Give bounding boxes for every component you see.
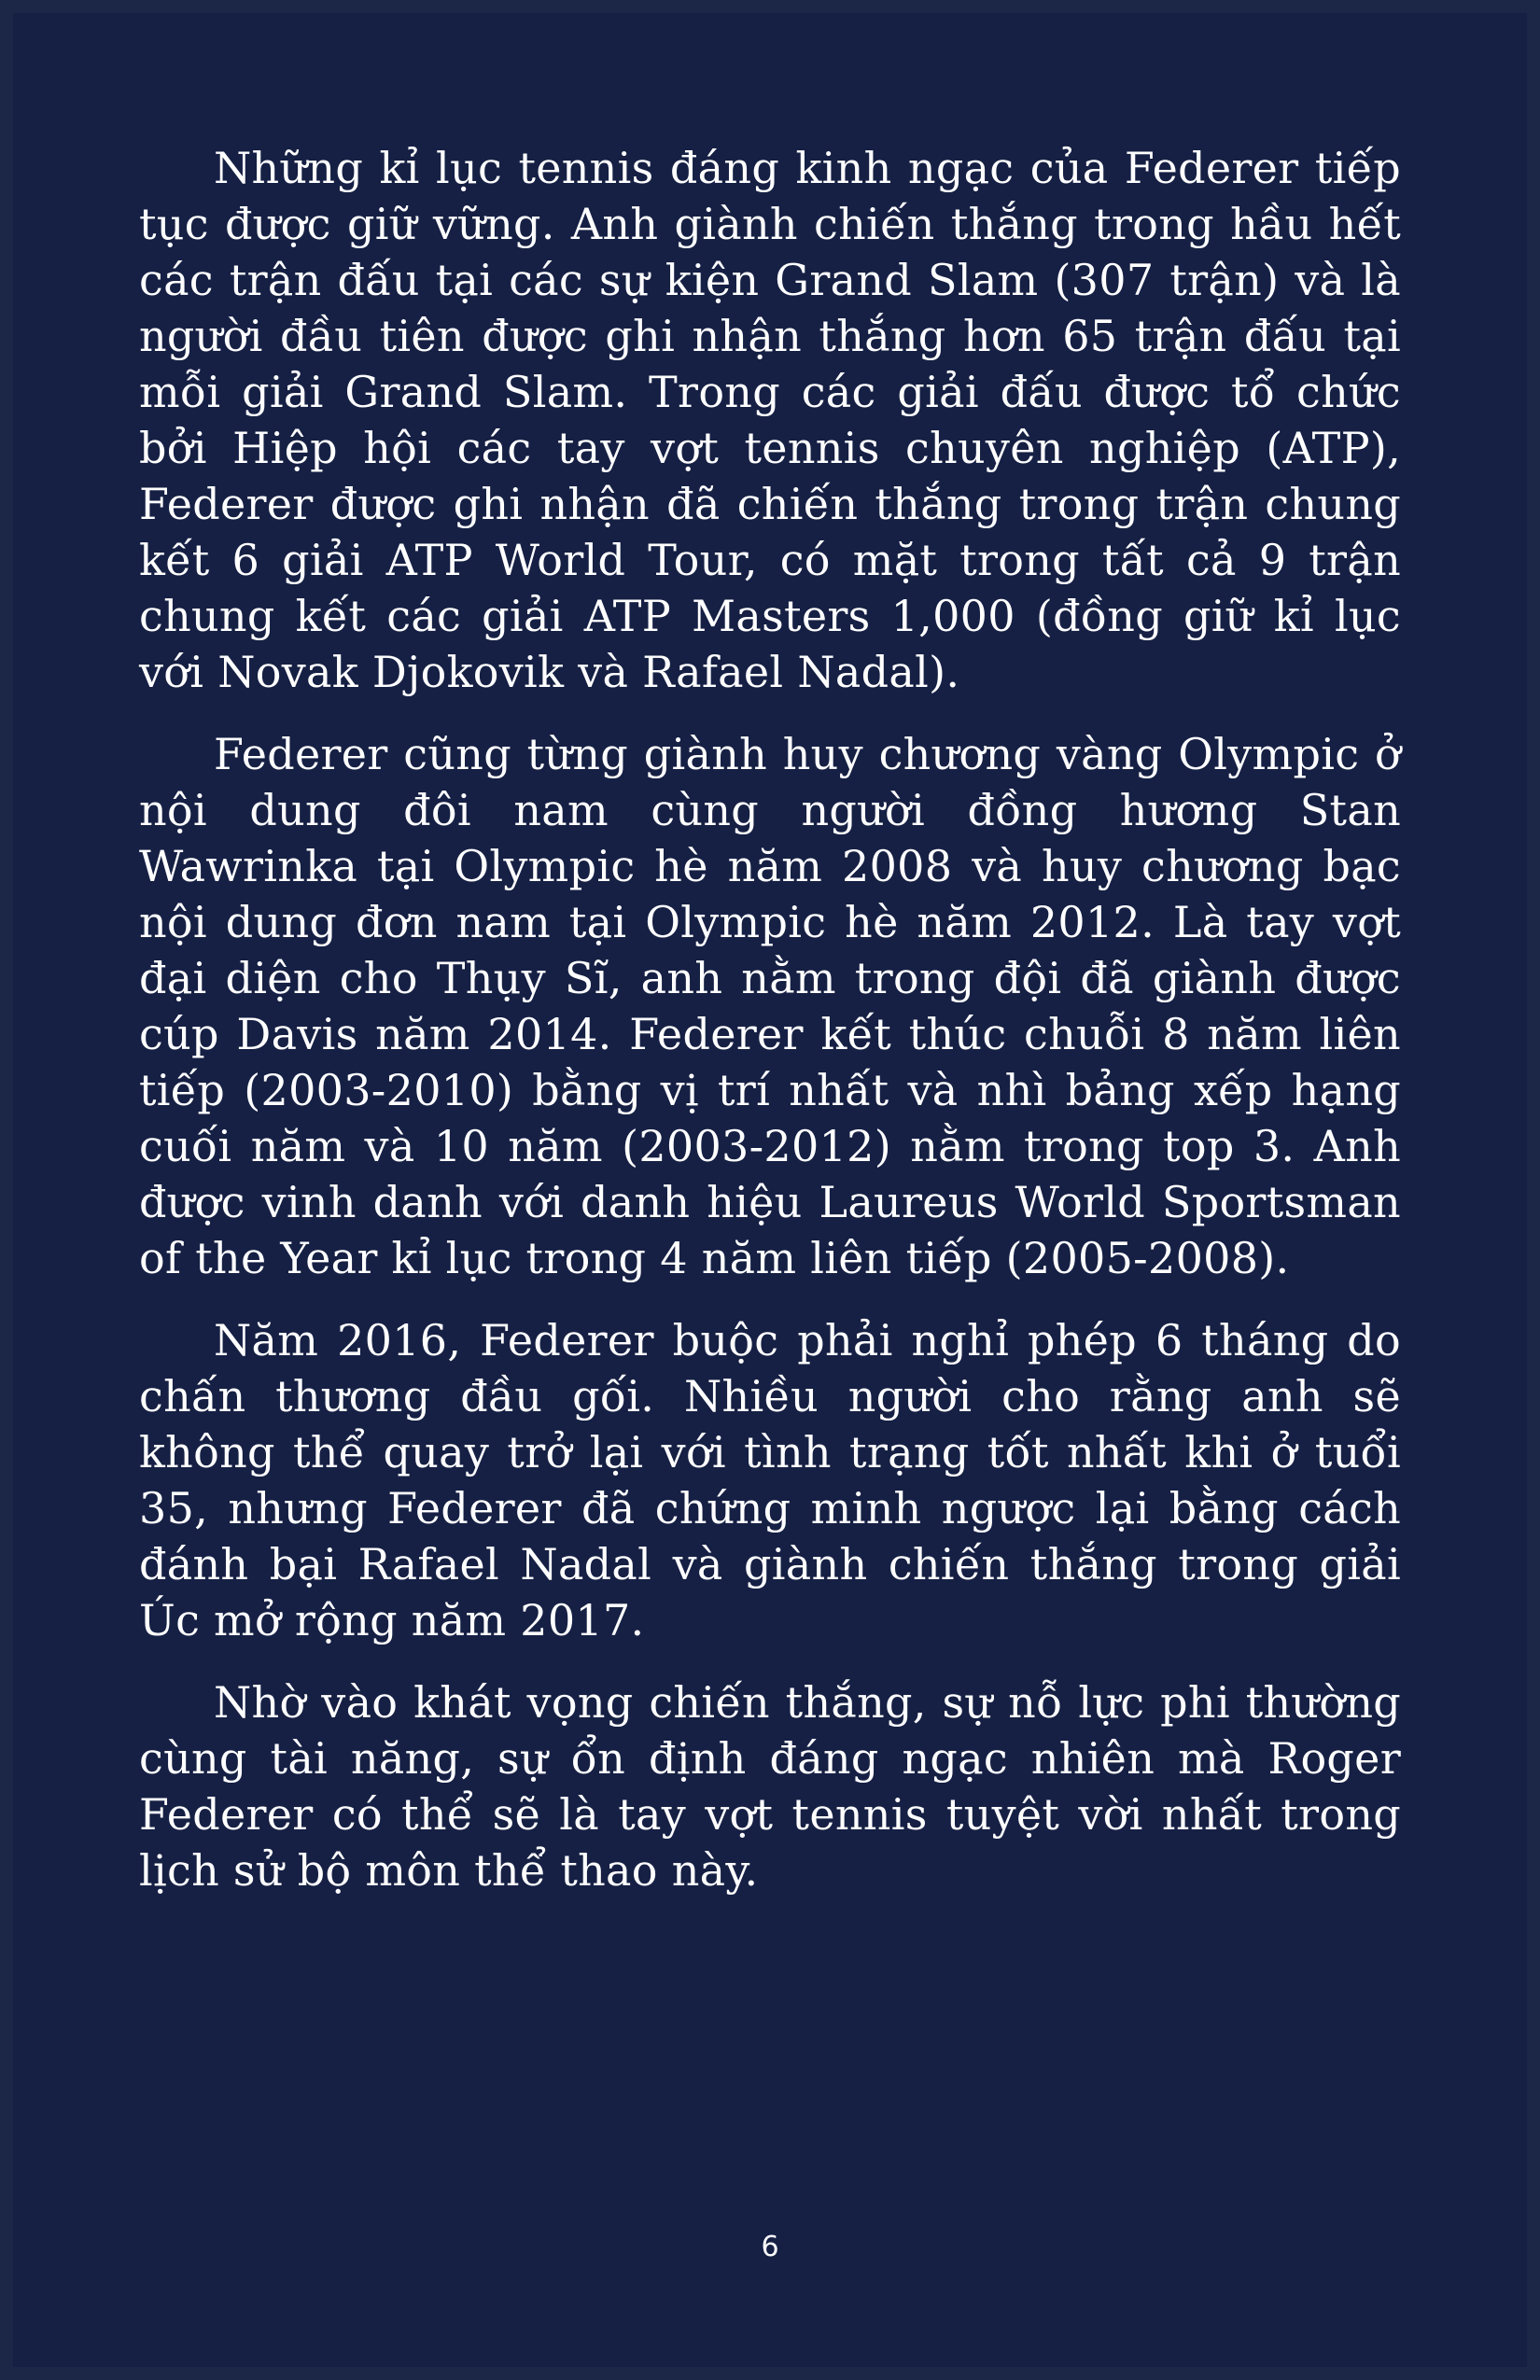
body-text <box>139 140 1401 1925</box>
page-number: 6 <box>761 2231 779 2263</box>
paragraph-3: Năm 2016, Federer buộc phải nghỉ phép 6 tháng do chấn thương đầu gối. Nhiều người cho rằng anh sẽ không thể quay trở lại với tình trạng tốt nhất khi ở tuổi 35, nhưng Federer đã chứng minh ngược lại bằng cách đánh bại Rafael Nadal và giành chiến thắng trong giải Úc mở rộng năm 2017. <box>139 1315 1401 1645</box>
paragraph-1: Những kỉ lục tennis đáng kinh ngạc của Federer tiếp tục được giữ vững. Anh giành chiến thắng trong hầu hết các trận đấu tại các sự kiện Grand Slam (307 trận) và là người đầu tiên được ghi nhận thắng hơn 65 trận đấu tại mỗi giải Grand Slam. Trong các giải đấu được tổ chức bởi Hiệp hội các tay vợt tennis chuyên nghiệp (ATP), Federer được ghi nhận đã chiến thắng trong trận chung kết 6 giải ATP World Tour, có mặt trong tất cả 9 trận chung kết các giải ATP Masters 1,000 (đồng giữ kỉ lục với Novak Djokovik và Rafael Nadal). <box>139 143 1401 697</box>
paragraph-2: Federer cũng từng giành huy chương vàng Olympic ở nội dung đôi nam cùng người đồng hương Stan Wawrinka tại Olympic hè năm 2008 và huy chương bạc nội dung đơn nam tại Olympic hè năm 2012. Là tay vợt đại diện cho Thụy Sĩ, anh nằm trong đội đã giành được cúp Davis năm 2014. Federer kết thúc chuỗi 8 năm liên tiếp (2003-2010) bằng vị trí nhất và nhì bảng xếp hạng cuối năm và 10 năm (2003-2012) nằm trong top 3. Anh được vinh danh với danh hiệu Laureus World Sportsman of the Year kỉ lục trong 4 năm liên tiếp (2005-2008). <box>139 729 1401 1283</box>
paragraph-4: Nhờ vào khát vọng chiến thắng, sự nỗ lực phi thường cùng tài năng, sự ổn định đáng ngạc nhiên mà Roger Federer có thể sẽ là tay vợt tennis tuyệt vời nhất trong lịch sử bộ môn thể thao này. <box>139 1677 1401 1896</box>
